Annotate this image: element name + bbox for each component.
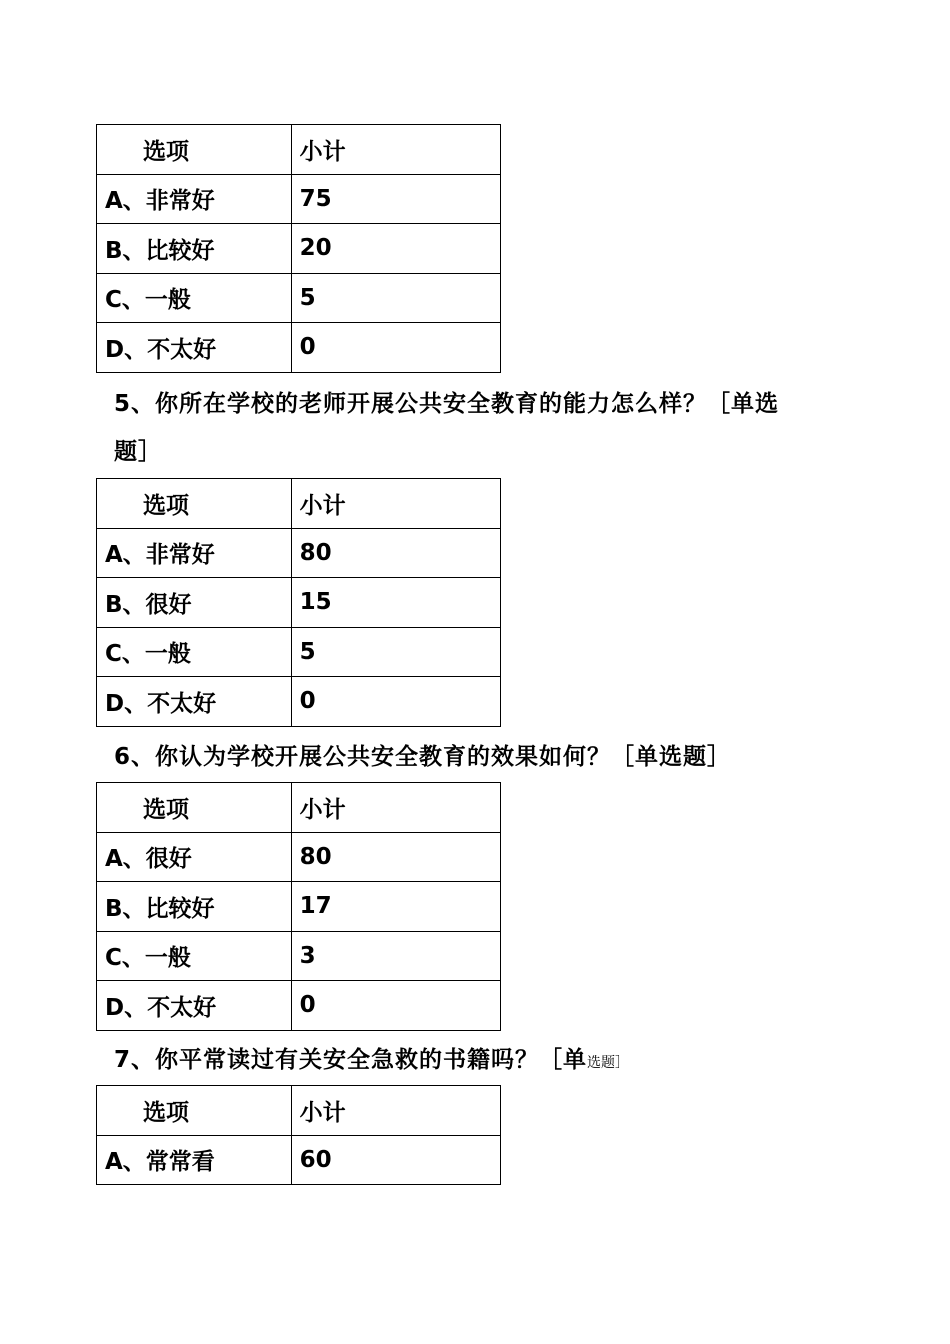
question-7-small: 选题］	[587, 1055, 630, 1071]
option-cell: D、不太好	[97, 677, 292, 727]
option-cell: A、很好	[97, 832, 292, 882]
option-cell: B、比较好	[97, 224, 292, 274]
count-cell: 20	[291, 224, 500, 274]
count-cell: 0	[291, 981, 500, 1031]
count-cell: 5	[291, 273, 500, 323]
table-q7	[96, 1085, 501, 1185]
table-row	[97, 981, 501, 1031]
table-row	[97, 578, 501, 628]
table-q4	[96, 124, 501, 373]
table-header-row	[97, 125, 501, 175]
question-7-main: 7、你平常读过有关安全急救的书籍吗？［单	[114, 1047, 588, 1073]
header-option: 选项	[97, 479, 292, 529]
table-row	[97, 528, 501, 578]
table-header-row	[97, 479, 501, 529]
header-option: 选项	[97, 125, 292, 175]
option-cell: D、不太好	[97, 323, 292, 373]
count-cell: 15	[291, 578, 500, 628]
count-cell: 60	[291, 1135, 500, 1185]
question-7	[114, 1036, 629, 1087]
count-cell: 3	[291, 931, 500, 981]
table-row	[97, 1135, 501, 1185]
table-row	[97, 174, 501, 224]
header-count: 小计	[291, 783, 500, 833]
option-cell: B、很好	[97, 578, 292, 628]
header-count: 小计	[291, 1086, 500, 1136]
count-cell: 0	[291, 677, 500, 727]
count-cell: 17	[291, 882, 500, 932]
header-count: 小计	[291, 125, 500, 175]
table-q5	[96, 478, 501, 727]
option-cell: C、一般	[97, 931, 292, 981]
header-count: 小计	[291, 479, 500, 529]
table-header-row	[97, 1086, 501, 1136]
question-6: 6、你认为学校开展公共安全教育的效果如何？［单选题］	[114, 744, 732, 770]
option-cell: A、常常看	[97, 1135, 292, 1185]
count-cell: 5	[291, 627, 500, 677]
header-option: 选项	[97, 1086, 292, 1136]
table-header-row	[97, 783, 501, 833]
table-row	[97, 882, 501, 932]
question-5-line-1: 5、你所在学校的老师开展公共安全教育的能力怎么样？［单选	[114, 391, 780, 417]
header-option: 选项	[97, 783, 292, 833]
option-cell: C、一般	[97, 273, 292, 323]
table-row	[97, 677, 501, 727]
option-cell: A、非常好	[97, 174, 292, 224]
count-cell: 80	[291, 832, 500, 882]
option-cell: C、一般	[97, 627, 292, 677]
table-row	[97, 931, 501, 981]
table-q6	[96, 782, 501, 1031]
option-cell: D、不太好	[97, 981, 292, 1031]
option-cell: A、非常好	[97, 528, 292, 578]
count-cell: 75	[291, 174, 500, 224]
table-row	[97, 273, 501, 323]
count-cell: 80	[291, 528, 500, 578]
table-row	[97, 323, 501, 373]
table-row	[97, 224, 501, 274]
question-5-line-2: 题］	[114, 439, 162, 465]
table-row	[97, 627, 501, 677]
option-cell: B、比较好	[97, 882, 292, 932]
table-row	[97, 832, 501, 882]
count-cell: 0	[291, 323, 500, 373]
